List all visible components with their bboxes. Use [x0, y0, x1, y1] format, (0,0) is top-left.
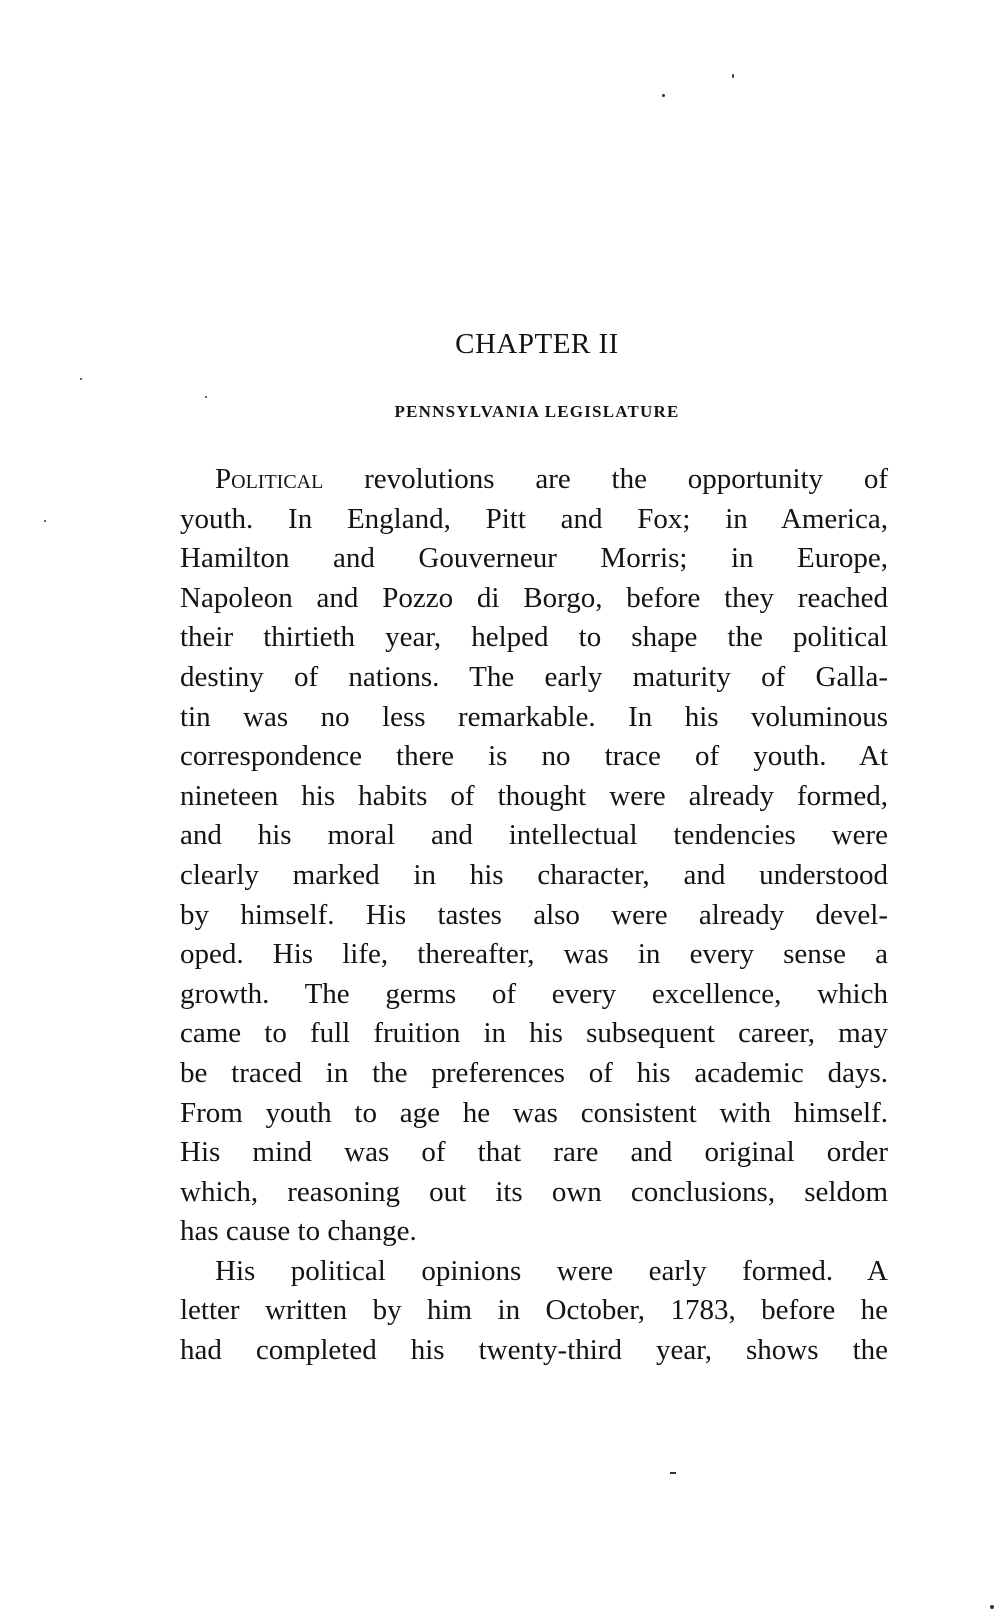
text-line: be traced in the preferences of his academic days. [180, 1056, 888, 1089]
lead-word: Political [215, 463, 324, 495]
text-line: His political opinions were early formed. A [215, 1254, 888, 1287]
text-line: His mind was of that rare and original order [180, 1136, 888, 1169]
text-line: Hamilton and Gouverneur Morris; in Europe, [180, 542, 888, 575]
body-text [180, 460, 888, 1371]
scan-speck [990, 1605, 994, 1609]
text-line: clearly marked in his character, and understood [180, 858, 888, 891]
text-line: which, reasoning out its own conclusions, seldom [180, 1175, 888, 1208]
scan-speck [670, 1472, 676, 1474]
scan-speck [205, 396, 207, 398]
text-line: tin was no less remarkable. In his voluminous [180, 700, 888, 733]
chapter-title: CHAPTER II [455, 328, 619, 360]
text-line: and his moral and intellectual tendencies were [180, 819, 888, 852]
text-line: had completed his twenty-third year, shows the [180, 1334, 888, 1367]
text-line: Napoleon and Pozzo di Borgo, before they reached [180, 581, 888, 614]
text-line: oped. His life, thereafter, was in every sense a [180, 938, 888, 971]
text-line: nineteen his habits of thought were already formed, [180, 779, 888, 812]
text-line: their thirtieth year, helped to shape the political [180, 621, 888, 654]
scan-speck [732, 74, 734, 78]
text-line: youth. In England, Pitt and Fox; in America, [180, 502, 888, 535]
text-line: correspondence there is no trace of youth. At [180, 740, 888, 773]
scan-speck [44, 520, 46, 522]
text-line: has cause to change. [180, 1215, 417, 1248]
scan-speck [80, 378, 82, 380]
text-line: From youth to age he was consistent with himself. [180, 1096, 888, 1129]
chapter-subtitle: PENNSYLVANIA LEGISLATURE [394, 402, 680, 421]
text-line: came to full fruition in his subsequent career, may [180, 1017, 888, 1050]
text-line: by himself. His tastes also were already devel- [180, 898, 888, 931]
text-line: destiny of nations. The early maturity of Galla- [180, 660, 888, 693]
text-line: letter written by him in October, 1783, before he [180, 1294, 888, 1327]
text-line: growth. The germs of every excellence, which [180, 977, 888, 1010]
scan-speck [662, 94, 665, 97]
text-line: Political revolutions are the opportunity of [215, 463, 888, 495]
